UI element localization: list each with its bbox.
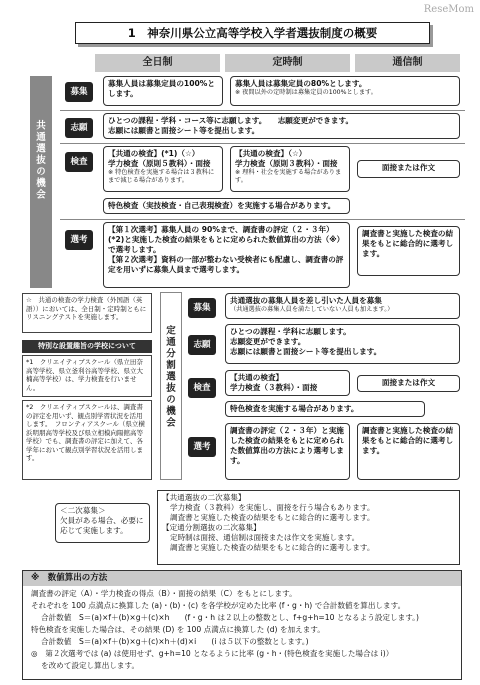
page-title: 1 神奈川県公立高等学校入学者選抜制度の概要 bbox=[75, 22, 430, 44]
senko-zen-teiji bbox=[103, 222, 350, 288]
kensa-tokushoku: 特色検査（実技検査・自己表現検査）を実施する場合があります。 bbox=[103, 198, 350, 214]
divider bbox=[60, 143, 465, 144]
shigan-text-1: ひとつの課程・学科・コース等に志願します。 志願変更ができます。 bbox=[108, 116, 354, 125]
niji-right bbox=[157, 490, 460, 565]
teiin-shigan-2: 志願変更ができます。 bbox=[230, 337, 306, 346]
boshu-teiji bbox=[230, 76, 460, 106]
calc-line-7: を改めて設定し算出します。 bbox=[41, 661, 140, 670]
teiin-boshu-note: （共通選抜の募集人員を満たしていない人員も加えます。） bbox=[230, 306, 394, 313]
niji-common-1: 学力検査（３教科）を実施し、面接を行う場合もあります。 bbox=[170, 503, 375, 512]
calc-line-5: 合計数値 S＝(a)×f＋(b)×g＋(c)×h＋(d)×i (i は５以下の整数とします。) bbox=[41, 637, 309, 646]
row-label-senko: 選考 bbox=[65, 230, 93, 250]
kensa-teiji-title: 【共通の検査】（☆） bbox=[235, 149, 307, 158]
teiin-label-senko-text: 選考 bbox=[193, 442, 211, 452]
col-header-tsushin: 通信制 bbox=[355, 54, 460, 72]
niji-teiin-1: 定時制は面接、通信制は面接または作文を実施します。 bbox=[170, 533, 360, 542]
calc-line-4: 特色検査を実施した場合は、その結果 (D) を 100 点満点に換算した (d) を加えます。 bbox=[31, 625, 325, 634]
kensa-tsushin: 面接または作文 bbox=[357, 160, 460, 178]
calc-line-1: 調査書の評定（A）・学力検査の得点（B）・面接の結果（C）をもとにします。 bbox=[31, 589, 297, 598]
teiin-label-senko bbox=[188, 437, 216, 457]
teiin-kensa bbox=[225, 370, 350, 396]
niji-teiin-2: 調査書と実施した検査の結果をもとに総合的に選考します。 bbox=[170, 543, 375, 552]
niji-teiin-title: 【定通分割選抜の二次募集】 bbox=[162, 523, 261, 532]
calc-heading: ※ 数値算出の方法 bbox=[23, 571, 461, 586]
teiin-kensa-tsushin: 面接または作文 bbox=[357, 375, 460, 392]
kensa-zennichi-title: 【共通の検査】(*1)（☆） bbox=[108, 149, 200, 158]
boshu-teiji-text: 募集人員は募集定員の80%とします。 bbox=[235, 79, 367, 88]
col-header-teiji: 定時制 bbox=[225, 54, 350, 72]
boshu-teiji-note: ※ 夜間以外の定時制は募集定員の100%とします。 bbox=[235, 89, 377, 96]
teiin-label-boshu-text: 募集 bbox=[193, 303, 211, 313]
col-header-zennichi: 全日制 bbox=[95, 54, 220, 72]
teiin-label-kensa bbox=[188, 378, 216, 398]
calc-body bbox=[23, 586, 461, 674]
row-label-kensa: 検査 bbox=[65, 152, 93, 172]
teiin-vertical-label: 定通分割選抜の機会 bbox=[164, 325, 175, 429]
teiin-senko-left: 調査書の評定（２・３年）と実施した検査の結果をもとに定められた数値算出の方法により選考します。 bbox=[225, 423, 350, 480]
divider bbox=[60, 110, 465, 111]
niji-left-title: ＜二次募集＞ bbox=[60, 506, 106, 515]
divider bbox=[60, 219, 465, 220]
senko-tsushin: 調査書と実施した検査の結果をもとに総合的に選考します。 bbox=[357, 226, 460, 276]
listening-note: ☆ 共通の検査の学力検査（外国語（英語））においては、全日制・定時制ともにリスニングテストを実施します。 bbox=[22, 293, 152, 333]
common-vertical-label: 共通選抜の機会 bbox=[34, 120, 45, 201]
niji-left-body: 欠員がある場合、必要に応じて実施します。 bbox=[60, 516, 144, 535]
teiin-kensa-title: 【共通の検査】 bbox=[230, 373, 284, 382]
teiin-shigan-3: 志願には願書と面接シート等を提出します。 bbox=[230, 347, 382, 356]
kensa-teiji-note: ※ 理科・社会を実施する場合があります。 bbox=[235, 169, 342, 184]
teiin-kensa-body: 学力検査（３教科）・面接 bbox=[230, 383, 318, 392]
calc-line-2: それぞれを 100 点満点に換算した (a)・(b)・(c) を各学校が定めた比率 (f・g・h) で合計数値を算出します。 bbox=[31, 601, 406, 610]
niji-left bbox=[55, 503, 150, 543]
teiin-label-shigan-text: 志願 bbox=[193, 340, 211, 350]
teiin-boshu bbox=[225, 293, 460, 319]
special-schools-heading: 特別な設置趣旨の学校について bbox=[22, 340, 152, 353]
row-label-boshu: 募集 bbox=[65, 82, 93, 102]
senko-second: 【第２次選考】資料の一部が整わない受検者にも配慮し、調査書の評定を用いずに募集人員まで選考します。 bbox=[108, 255, 344, 274]
shigan-text-2: 志願には願書と面接シート等を提出します。 bbox=[108, 126, 260, 135]
niji-common-2: 調査書と実施した検査の結果をもとに総合的に選考します。 bbox=[170, 513, 375, 522]
shigan-box bbox=[103, 113, 460, 139]
niji-common-title: 【共通選抜の二次募集】 bbox=[162, 493, 246, 502]
kensa-teiji bbox=[230, 146, 350, 192]
senko-first: 【第１次選考】募集人員の 90%まで、調査書の評定（２・３年）(*2)と実施した検査の結果をもとに定められた数値算出の方法（※）で選考します。 bbox=[108, 225, 345, 254]
teiin-shigan bbox=[225, 324, 460, 364]
note-2: *2 クリエイティブスクールは、調査書の評定を用いず、観点別学習状況を活用します。 フロンティアスクール（県立横浜明朋高等学校及び県立相模向陽館高等学校）でも、調査書の評定に加えて、各学年において観点別学習状況を活用します。 bbox=[22, 400, 152, 480]
row-label-shigan: 志願 bbox=[65, 118, 93, 138]
boshu-zennichi: 募集人員は募集定員の100%とします。 bbox=[103, 76, 223, 106]
calc-line-6: ◎ 第２次選考では (a) は使用せず、g+h=10 となるように比率 (g・h・(特色検査を実施した場合は i)） bbox=[31, 649, 394, 658]
calc-line-3: 合計数値 S＝(a)×f＋(b)×g＋(c)×h (f・g・h は２以上の整数とし、f+g+h=10 となるよう設定します。) bbox=[41, 613, 419, 622]
kensa-zennichi bbox=[103, 146, 223, 192]
teiin-tokushoku: 特色検査を実施する場合があります。 bbox=[225, 401, 425, 417]
kensa-zennichi-body: 学力検査（原則５教科）・面接 bbox=[108, 159, 211, 168]
site-watermark: ReseMom bbox=[423, 4, 474, 15]
kensa-teiji-body: 学力検査（原則３教科）・面接 bbox=[235, 159, 338, 168]
teiin-label-kensa-text: 検査 bbox=[193, 383, 211, 393]
teiin-label-boshu bbox=[188, 298, 216, 318]
teiin-label-shigan bbox=[188, 335, 216, 355]
note-1: *1 クリエイティブスクール（県立田奈高等学校、県立釜利谷高等学校、県立大楠高等学校）は、学力検査を行いません。 bbox=[22, 355, 152, 397]
calc-section bbox=[22, 570, 462, 680]
teiin-boshu-text: 共通選抜の募集人員を差し引いた人員を募集 bbox=[230, 296, 382, 305]
teiin-senko-right: 調査書と実施した検査の結果をもとに総合的に選考します。 bbox=[357, 423, 460, 480]
kensa-zennichi-note: ※ 特色検査を実施する場合は３教科にまで減じる場合があります。 bbox=[108, 169, 215, 184]
teiin-shigan-1: ひとつの課程・学科に志願します。 bbox=[230, 327, 351, 336]
